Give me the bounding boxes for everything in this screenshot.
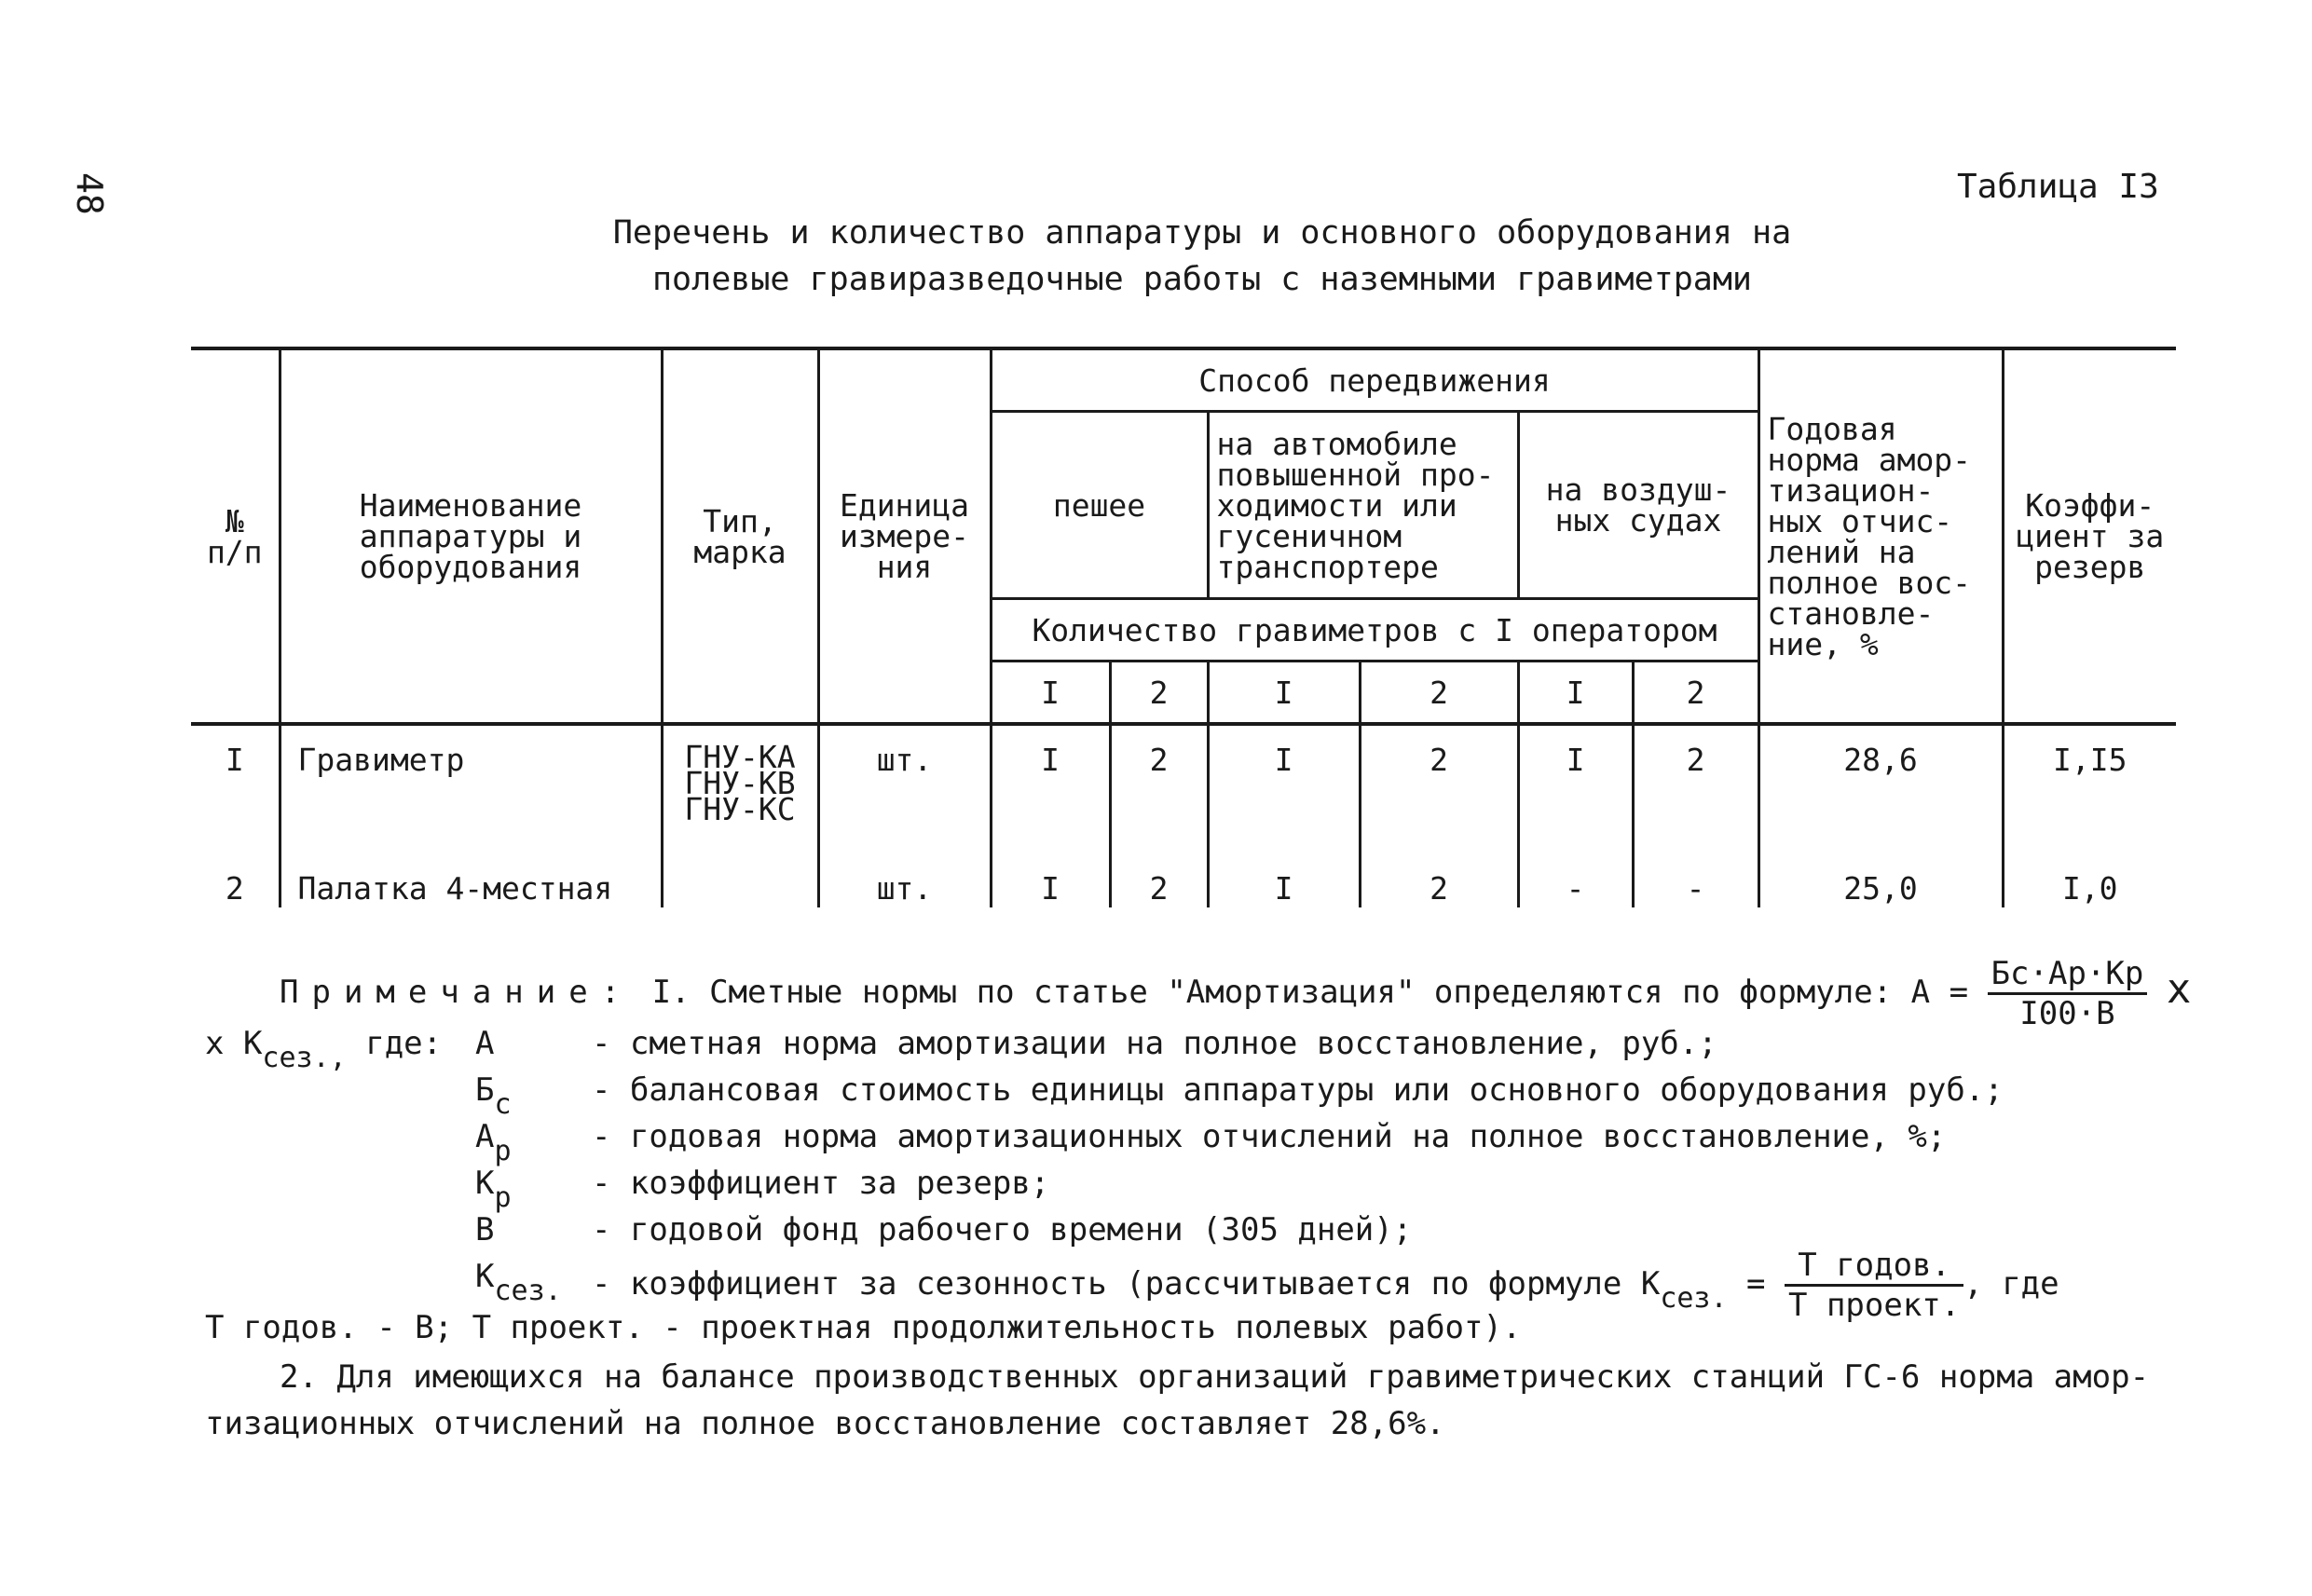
note-2-line-2: тизационных отчислений на полное восстановление составляет 28,6%.	[205, 1405, 1445, 1442]
header-num: № п/п	[191, 348, 280, 724]
cell-type: ГНУ-КА ГНУ-КВ ГНУ-КС	[662, 724, 818, 826]
cell-num: 2	[191, 826, 280, 907]
season-eq: =	[1746, 1265, 1766, 1303]
header-vehicle: на автомобиле повышенной про- ходимости или гусеничном транспортере	[1208, 412, 1518, 599]
def-text: - годовой фонд рабочего времени (305 дней);	[592, 1211, 1413, 1248]
header-type: Тип, марка	[662, 348, 818, 724]
note-label: Примечание:	[280, 974, 634, 1011]
season-denominator: Т проект.	[1788, 1287, 1961, 1324]
def-text: - сметная норма амортизации на полное восстановление, руб.;	[592, 1025, 1717, 1062]
def-symbol: А	[475, 1025, 495, 1062]
equipment-table	[191, 347, 2176, 907]
header-name: Наименование аппаратуры и оборудования	[280, 348, 662, 724]
cell-name: Палатка 4-местная	[280, 826, 662, 907]
table-title-line-1: Перечень и количество аппаратуры и основного оборудования на	[612, 214, 1792, 252]
header-sub-air-1: I	[1518, 662, 1633, 725]
note-1-text: I. Сметные нормы по статье "Амортизация" определяются по формуле: А =	[651, 974, 1969, 1011]
amortization-formula	[1988, 955, 2148, 1032]
cell-type	[662, 826, 818, 907]
def-text: - годовая норма амортизационных отчислений на полное восстановление, %;	[592, 1118, 1947, 1155]
def-subscript: с	[494, 1088, 512, 1121]
cell-walk-1: I	[991, 724, 1110, 826]
def-symbol: А	[475, 1118, 495, 1155]
header-rate: Годовая норма амор- тизацион- ных отчис- лений на полное вос- становле- ние, %	[1758, 348, 2003, 724]
def-subscript: р	[494, 1181, 512, 1214]
def-text: - коэффициент за сезонность (рассчитывается по формуле К	[592, 1265, 1661, 1303]
t-years-line: Т годов. - В; Т проект. - проектная продолжительность полевых работ).	[205, 1309, 1522, 1346]
cell-vehicle-1: I	[1208, 724, 1360, 826]
header-sub-air-2: 2	[1633, 662, 1758, 725]
times-sign: х	[2166, 965, 2192, 1013]
def-subscript: р	[494, 1135, 512, 1167]
cell-air-2: 2	[1633, 724, 1758, 826]
cell-walk-1: I	[991, 826, 1110, 907]
cell-coef: I,I5	[2003, 724, 2176, 826]
header-sub-vehicle-2: 2	[1360, 662, 1518, 725]
cell-unit: шт.	[818, 724, 991, 826]
cell-air-1: -	[1518, 826, 1633, 907]
def-text: - балансовая стоимость единицы аппаратуры или основного оборудования руб.;	[592, 1071, 2004, 1109]
formula-numerator: Бс·Ар·Кр	[1988, 955, 2148, 995]
cell-rate: 25,0	[1758, 826, 2003, 907]
cell-name: Гравиметр	[280, 724, 662, 826]
table-title-line-2: полевые гравиразведочные работы с наземными гравиметрами	[651, 261, 1753, 298]
cell-air-1: I	[1518, 724, 1633, 826]
header-sub-walk-2: 2	[1110, 662, 1208, 725]
cont-prefix: х К	[205, 1025, 263, 1062]
cell-coef: I,0	[2003, 826, 2176, 907]
cell-walk-2: 2	[1110, 826, 1208, 907]
header-walk: пешее	[991, 412, 1208, 599]
note-1-line	[280, 955, 2191, 1032]
table-label: Таблица I3	[1957, 168, 2159, 206]
season-tail: , где	[1963, 1265, 2059, 1303]
header-method: Способ передвижения	[991, 348, 1758, 412]
season-sub: сез.	[1660, 1282, 1728, 1315]
cell-vehicle-2: 2	[1360, 826, 1518, 907]
header-coef: Коэффи- циент за резерв	[2003, 348, 2176, 724]
note-2-line-1: 2. Для имеющихся на балансе производственных организаций гравиметрических станций ГС-6 норма амор-	[280, 1358, 2150, 1396]
formula-continuation	[205, 1025, 443, 1074]
cont-where: где:	[365, 1025, 443, 1062]
formula-denominator: I00·В	[2019, 995, 2115, 1032]
header-unit: Единица измере- ния	[818, 348, 991, 724]
table-row	[191, 826, 2176, 907]
cell-air-2: -	[1633, 826, 1758, 907]
def-symbol: Б	[475, 1071, 495, 1109]
page-number: 48	[69, 172, 110, 215]
def-symbol: В	[475, 1211, 495, 1248]
cell-walk-2: 2	[1110, 724, 1208, 826]
header-count: Количество гравиметров с I оператором	[991, 599, 1758, 662]
def-text: - коэффициент за резерв;	[592, 1165, 1050, 1202]
def-symbol: К	[475, 1258, 495, 1295]
cell-unit: шт.	[818, 826, 991, 907]
header-air: на воздуш- ных судах	[1518, 412, 1758, 599]
header-sub-walk-1: I	[991, 662, 1110, 725]
cell-rate: 28,6	[1758, 724, 2003, 826]
season-numerator: Т годов.	[1785, 1247, 1963, 1287]
def-subscript: сез.	[494, 1275, 562, 1307]
season-formula	[1785, 1247, 1963, 1324]
cell-num: I	[191, 724, 280, 826]
cont-sub: сез.,	[262, 1042, 347, 1074]
cell-vehicle-2: 2	[1360, 724, 1518, 826]
def-symbol: К	[475, 1165, 495, 1202]
cell-vehicle-1: I	[1208, 826, 1360, 907]
header-sub-vehicle-1: I	[1208, 662, 1360, 725]
table-row	[191, 724, 2176, 826]
